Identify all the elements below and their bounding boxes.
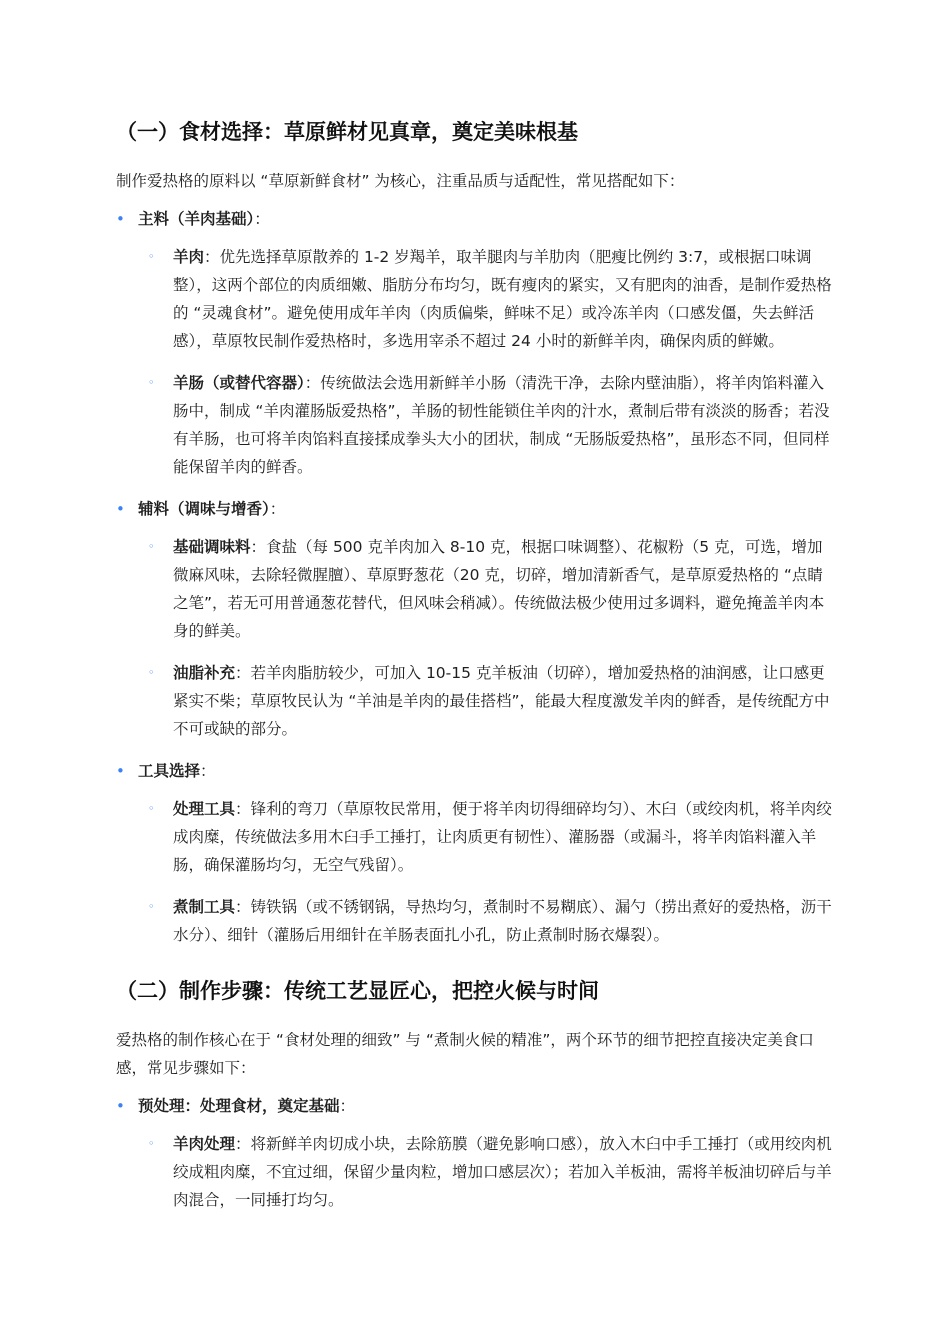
list-item-preprocessing — [116, 1092, 838, 1214]
bullet-circle-icon: ◦ — [148, 376, 155, 389]
sub-item-mutton — [138, 243, 838, 355]
sub-list — [138, 533, 838, 743]
sub-item-term: 处理工具 — [173, 800, 236, 818]
sub-item-term: 油脂补充 — [173, 664, 236, 682]
section-1-list — [116, 205, 838, 949]
group-label-suffix: ： — [254, 210, 270, 228]
sub-item-fat — [138, 659, 838, 743]
sub-item-term: 煮制工具 — [173, 898, 236, 916]
group-label: 工具选择 — [138, 762, 201, 780]
sub-item-cooking-tools — [138, 893, 838, 949]
sub-item-casing — [138, 369, 838, 481]
sub-list — [138, 1130, 838, 1214]
bullet-circle-icon: ◦ — [148, 250, 155, 263]
bullet-circle-icon: ◦ — [148, 1137, 155, 1150]
group-label-suffix: ： — [339, 1097, 356, 1115]
sub-item-seasoning — [138, 533, 838, 645]
group-label-suffix: ： — [269, 500, 286, 518]
bullet-circle-icon: ◦ — [148, 666, 155, 679]
group-label-suffix: ： — [200, 762, 216, 780]
bullet-dot-icon: • — [116, 500, 125, 518]
sub-list — [138, 795, 838, 949]
group-label: 主料（羊肉基础） — [138, 210, 255, 228]
sub-item-term: 羊肉 — [173, 248, 205, 266]
sub-item-text: ：若羊肉脂肪较少，可加入 10-15 克羊板油（切碎），增加爱热格的油润感，让口感更紧实不柴；草原牧民认为 “羊油是羊肉的最佳搭档”，能最大程度激发羊肉的鲜香，是传统配方中不可或缺的部分。 — [173, 664, 830, 738]
group-label: 辅料（调味与增香） — [138, 500, 270, 518]
sub-item-text: ：锋利的弯刀（草原牧民常用，便于将羊肉切得细碎均匀）、木臼（或绞肉机，将羊肉绞成肉糜，传统做法多用木臼手工捶打，让肉质更有韧性）、灌肠器（或漏斗，将羊肉馅料灌入羊肠，确保灌肠均匀，无空气残留）。 — [173, 800, 832, 874]
section-1-intro: 制作爱热格的原料以 “草原新鲜食材” 为核心，注重品质与适配性，常见搭配如下： — [116, 172, 685, 190]
sub-item-text: ：传统做法会选用新鲜羊小肠（清洗干净，去除内壁油脂），将羊肉馅料灌入肠中，制成 “羊肉灌肠版爱热格”，羊肠的韧性能锁住羊肉的汁水，煮制后带有淡淡的肠香；若没有羊肠，也可将羊肉馅料直接揉成拳头大小的团状，制成 “无肠版爱热格”，虽形态不同，但同样能保留羊肉的鲜香。 — [173, 374, 830, 476]
sub-item-term: 基础调味料 — [173, 538, 251, 556]
group-label: 预处理：处理食材，奠定基础 — [138, 1097, 340, 1115]
sub-item-text: ：将新鲜羊肉切成小块，去除筋膜（避免影响口感），放入木臼中手工捶打（或用绞肉机绞成粗肉糜，不宜过细，保留少量肉粒，增加口感层次）；若加入羊板油，需将羊板油切碎后与羊肉混合，一同捶打均匀。 — [173, 1135, 832, 1209]
sub-item-term: 羊肉处理 — [173, 1135, 236, 1153]
sub-item-term: 羊肠（或替代容器） — [173, 374, 305, 392]
bullet-circle-icon: ◦ — [148, 802, 155, 815]
bullet-circle-icon: ◦ — [148, 900, 155, 913]
bullet-circle-icon: ◦ — [148, 540, 155, 553]
sub-item-processing-tools — [138, 795, 838, 879]
section-2-title: （二）制作步骤：传统工艺显匠心，把控火候与时间 — [116, 979, 599, 1003]
list-item-tools — [116, 757, 838, 949]
sub-list — [138, 243, 838, 481]
section-1-title: （一）食材选择：草原鲜材见真章，奠定美味根基 — [116, 120, 578, 144]
sub-item-text: ：优先选择草原散养的 1-2 岁羯羊，取羊腿肉与羊肋肉（肥瘦比例约 3:7，或根据口味调整），这两个部位的肉质细嫩、脂肪分布均匀，既有瘦肉的紧实，又有肥肉的油香，是制作爱热格的 “灵魂食材”。避免使用成年羊肉（肉质偏柴，鲜味不足）或冷冻羊肉（口感发僵，失去鲜活感），草原牧民制作爱热格时，多选用宰杀不超过 24 小时的新鲜羊肉，确保肉质的鲜嫩。 — [173, 248, 832, 350]
bullet-dot-icon: • — [116, 1097, 125, 1115]
sub-item-text: ：铸铁锅（或不锈钢锅，导热均匀，煮制时不易糊底）、漏勺（捞出煮好的爱热格，沥干水分）、细针（灌肠后用细针在羊肠表面扎小孔，防止煮制时肠衣爆裂）。 — [173, 898, 832, 944]
section-2-intro: 爱热格的制作核心在于 “食材处理的细致” 与 “煮制火候的精准”，两个环节的细节把控直接决定美食口感，常见步骤如下： — [116, 1031, 814, 1077]
section-2-list — [116, 1092, 838, 1214]
list-item-auxiliary — [116, 495, 838, 743]
list-item-main-ingredients — [116, 205, 838, 481]
document-content — [116, 112, 838, 1228]
bullet-dot-icon: • — [116, 762, 125, 780]
bullet-dot-icon: • — [116, 210, 125, 228]
sub-item-text: ：食盐（每 500 克羊肉加入 8-10 克，根据口味调整）、花椒粉（5 克，可选，增加微麻风味，去除轻微腥膻）、草原野葱花（20 克，切碎，增加清新香气，是草原爱热格的 “点睛之笔”，若无可用普通葱花替代，但风味会稍减）。传统做法极少使用过多调料，避免掩盖羊肉本身的鲜美。 — [173, 538, 825, 640]
sub-item-mutton-processing — [138, 1130, 838, 1214]
